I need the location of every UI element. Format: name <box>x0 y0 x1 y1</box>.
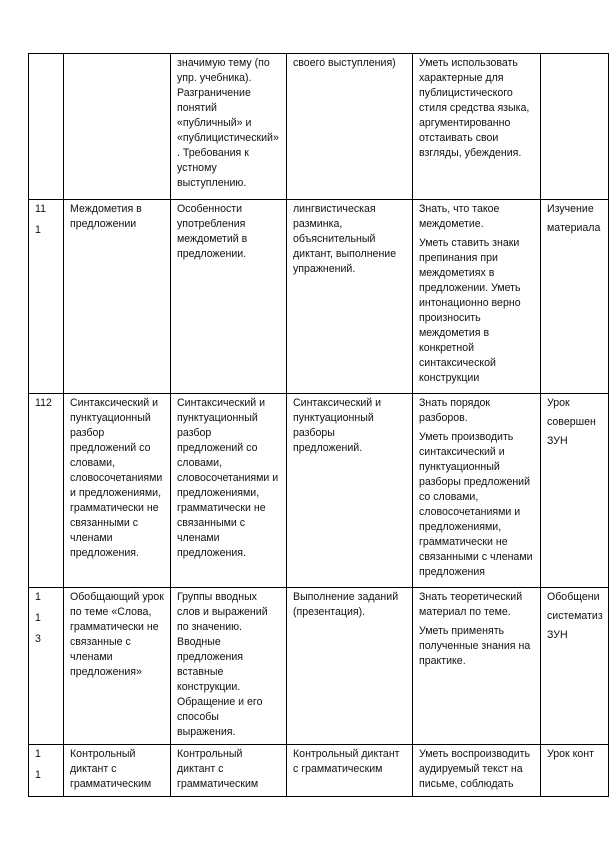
cell-paragraph: 112 <box>35 397 52 409</box>
lesson-content-cell <box>171 745 287 797</box>
activity-type-cell <box>287 588 413 745</box>
cell-paragraph: 3 <box>35 633 41 645</box>
table-row <box>29 394 609 588</box>
lesson-type-cell <box>541 54 609 200</box>
lesson-number-cell <box>29 394 64 588</box>
cell-paragraph: Особенности употребления междометий в предложении. <box>177 203 248 260</box>
cell-paragraph: Знать, что такое междометие. <box>419 203 500 230</box>
table-body <box>29 54 609 797</box>
cell-paragraph: Синтаксический и пунктуационный разбор предложений со словами, словосочетаниями и предложениями, грамматически не связанными с членами предложения. <box>70 397 163 559</box>
lesson-number-cell <box>29 745 64 797</box>
lesson-topic-cell <box>64 200 171 394</box>
cell-paragraph: Контрольный диктант с грамматическим <box>293 748 400 775</box>
cell-paragraph: Синтаксический и пунктуационный разбор предложений со словами, словосочетаниями и предложениями, грамматически не связанными с членами предложения. <box>177 397 279 559</box>
cell-paragraph: Контрольный диктант с грамматическим <box>70 748 152 790</box>
lesson-topic-cell <box>64 394 171 588</box>
activity-type-cell <box>287 54 413 200</box>
lesson-plan-table <box>28 53 609 797</box>
cell-paragraph: своего выступления) <box>293 57 396 69</box>
lesson-type-cell <box>541 394 609 588</box>
lesson-content-cell <box>171 54 287 200</box>
cell-paragraph: ЗУН <box>547 629 568 641</box>
cell-paragraph: систематиз <box>547 610 603 622</box>
lesson-topic-cell <box>64 745 171 797</box>
cell-paragraph: Изучение <box>547 203 594 215</box>
cell-paragraph: Урок конт <box>547 748 594 760</box>
lesson-number-cell <box>29 54 64 200</box>
cell-paragraph: Синтаксический и пунктуационный разборы предложений. <box>293 397 382 454</box>
cell-paragraph: Урок <box>547 397 570 409</box>
lesson-number-cell <box>29 588 64 745</box>
cell-paragraph: Знать порядок разборов. <box>419 397 491 424</box>
cell-paragraph: Уметь применять полученные знания на практике. <box>419 625 531 667</box>
activity-type-cell <box>287 200 413 394</box>
activity-type-cell <box>287 745 413 797</box>
lesson-content-cell <box>171 394 287 588</box>
cell-paragraph: Знать теоретический материал по теме. <box>419 591 523 618</box>
cell-paragraph: Группы вводных слов и выражений по значению. Вводные предложения вставные конструкции. Обращение и его способы выражения. <box>177 591 268 738</box>
cell-paragraph: 1 <box>35 769 41 781</box>
lesson-type-cell <box>541 200 609 394</box>
cell-paragraph: 11 <box>35 203 46 215</box>
cell-paragraph: Обобщающий урок по теме «Слова, грамматически не связанные с членами предложения» <box>70 591 164 678</box>
requirements-cell <box>413 745 541 797</box>
lesson-content-cell <box>171 200 287 394</box>
table-row <box>29 745 609 797</box>
table-row <box>29 588 609 745</box>
lesson-type-cell <box>541 588 609 745</box>
cell-paragraph: совершен <box>547 416 596 428</box>
table-row <box>29 54 609 200</box>
cell-paragraph: Выполнение заданий (презентация). <box>293 591 399 618</box>
requirements-cell <box>413 200 541 394</box>
cell-paragraph: Контрольный диктант с грамматическим <box>177 748 259 790</box>
cell-paragraph: Уметь производить синтаксический и пунктуационный разборы предложений со словами, словосочетаниями и предложениями, грамматически не связанными с членами предложения <box>419 431 533 578</box>
cell-paragraph: ЗУН <box>547 435 568 447</box>
cell-paragraph: Уметь воспроизводить аудируемый текст на письме, соблюдать <box>419 748 531 790</box>
cell-paragraph: лингвистическая разминка, объяснительный диктант, выполнение упражнений. <box>293 203 397 275</box>
lesson-plan-page <box>28 53 603 790</box>
cell-paragraph: значимую тему (по упр. учебника). Разграничение понятий «публичный» и «публицистический» . Требования к устному выступлению. <box>177 57 279 189</box>
requirements-cell <box>413 54 541 200</box>
table-row <box>29 200 609 394</box>
cell-paragraph: 1 <box>35 612 41 624</box>
lesson-topic-cell <box>64 588 171 745</box>
cell-paragraph: Междометия в предложении <box>70 203 142 230</box>
lesson-topic-cell <box>64 54 171 200</box>
lesson-number-cell <box>29 200 64 394</box>
cell-paragraph: Обобщени <box>547 591 600 603</box>
requirements-cell <box>413 394 541 588</box>
lesson-type-cell <box>541 745 609 797</box>
cell-paragraph: 1 <box>35 748 41 760</box>
activity-type-cell <box>287 394 413 588</box>
cell-paragraph: материала <box>547 222 601 234</box>
lesson-content-cell <box>171 588 287 745</box>
cell-paragraph: 1 <box>35 224 41 236</box>
cell-paragraph: Уметь ставить знаки препинания при междометиях в предложении. Уметь интонационно верно произносить междометия в конкретной синтаксической конструкции <box>419 237 521 384</box>
requirements-cell <box>413 588 541 745</box>
cell-paragraph: Уметь использовать характерные для публицистического стиля средства языка, аргументированно отстаивать свои взгляды, убеждения. <box>419 57 530 159</box>
cell-paragraph: 1 <box>35 591 41 603</box>
